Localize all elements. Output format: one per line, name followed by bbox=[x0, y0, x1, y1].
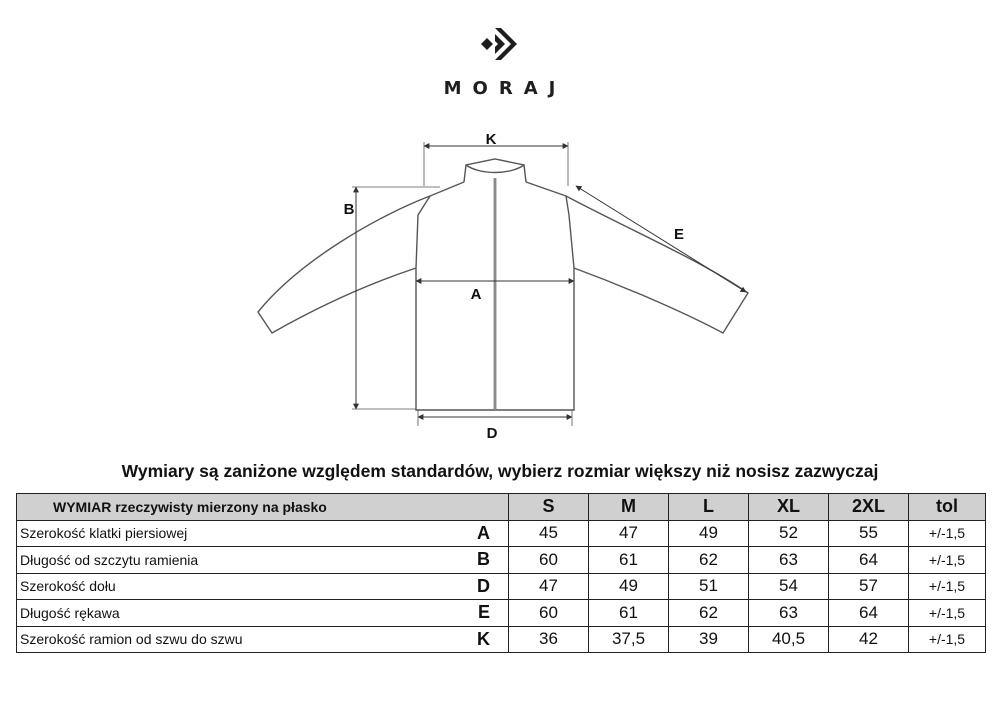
cell-value: 60 bbox=[509, 600, 589, 627]
header-size-l: L bbox=[669, 494, 749, 521]
size-notice: Wymiary są zaniżone względem standardów, wybierz rozmiar większy niż nosisz zazwyczaj bbox=[121, 461, 879, 481]
brand-name: MORAJ bbox=[443, 78, 567, 99]
row-label: Długość rękawa bbox=[17, 600, 457, 627]
cell-value: 47 bbox=[509, 573, 589, 600]
row-code: D bbox=[457, 573, 509, 600]
cell-value: 54 bbox=[749, 573, 829, 600]
cell-value: 45 bbox=[509, 520, 589, 547]
cell-value: 63 bbox=[749, 547, 829, 574]
table-row bbox=[17, 573, 986, 600]
brand-logo bbox=[0, 22, 1000, 66]
cell-value: 37,5 bbox=[589, 626, 669, 653]
table-header-row bbox=[17, 494, 986, 521]
cell-value: 49 bbox=[669, 520, 749, 547]
cell-value: 61 bbox=[589, 600, 669, 627]
dimension-d bbox=[418, 410, 572, 442]
row-label: Szerokość ramion od szwu do szwu bbox=[17, 626, 457, 653]
cell-tolerance: +/-1,5 bbox=[909, 547, 986, 574]
cell-value: 36 bbox=[509, 626, 589, 653]
table-row bbox=[17, 600, 986, 627]
header-size-2xl: 2XL bbox=[829, 494, 909, 521]
label-b: B bbox=[343, 201, 355, 218]
jacket-diagram bbox=[0, 120, 1000, 450]
table-row bbox=[17, 547, 986, 574]
cell-value: 62 bbox=[669, 547, 749, 574]
row-label: Szerokość klatki piersiowej bbox=[17, 520, 457, 547]
cell-value: 60 bbox=[509, 547, 589, 574]
row-label: Długość od szczytu ramienia bbox=[17, 547, 457, 574]
cell-value: 40,5 bbox=[749, 626, 829, 653]
cell-value: 47 bbox=[589, 520, 669, 547]
cell-value: 49 bbox=[589, 573, 669, 600]
row-code: B bbox=[457, 547, 509, 574]
size-table bbox=[16, 493, 986, 653]
cell-tolerance: +/-1,5 bbox=[909, 573, 986, 600]
label-d: D bbox=[486, 425, 498, 442]
header-dimension: WYMIAR rzeczywisty mierzony na płasko bbox=[17, 494, 509, 521]
header-size-xl: XL bbox=[749, 494, 829, 521]
row-label: Szerokość dołu bbox=[17, 573, 457, 600]
label-e: E bbox=[673, 226, 685, 243]
label-a: A bbox=[470, 286, 482, 303]
table-row bbox=[17, 520, 986, 547]
label-k: K bbox=[485, 131, 497, 148]
cell-value: 63 bbox=[749, 600, 829, 627]
cell-value: 51 bbox=[669, 573, 749, 600]
dimension-b bbox=[344, 187, 440, 409]
table-row bbox=[17, 626, 986, 653]
dimension-e bbox=[576, 186, 746, 292]
row-code: A bbox=[457, 520, 509, 547]
header-tolerance: tol bbox=[909, 494, 986, 521]
cell-tolerance: +/-1,5 bbox=[909, 626, 986, 653]
cell-value: 62 bbox=[669, 600, 749, 627]
row-code: E bbox=[457, 600, 509, 627]
row-code: K bbox=[457, 626, 509, 653]
cell-tolerance: +/-1,5 bbox=[909, 600, 986, 627]
cell-value: 39 bbox=[669, 626, 749, 653]
cell-value: 64 bbox=[829, 600, 909, 627]
cell-value: 61 bbox=[589, 547, 669, 574]
cell-tolerance: +/-1,5 bbox=[909, 520, 986, 547]
jacket-outline bbox=[258, 159, 748, 410]
header-size-s: S bbox=[509, 494, 589, 521]
cell-value: 57 bbox=[829, 573, 909, 600]
cell-value: 42 bbox=[829, 626, 909, 653]
brand-logo-icon bbox=[478, 22, 522, 66]
cell-value: 64 bbox=[829, 547, 909, 574]
header-size-m: M bbox=[589, 494, 669, 521]
cell-value: 52 bbox=[749, 520, 829, 547]
cell-value: 55 bbox=[829, 520, 909, 547]
